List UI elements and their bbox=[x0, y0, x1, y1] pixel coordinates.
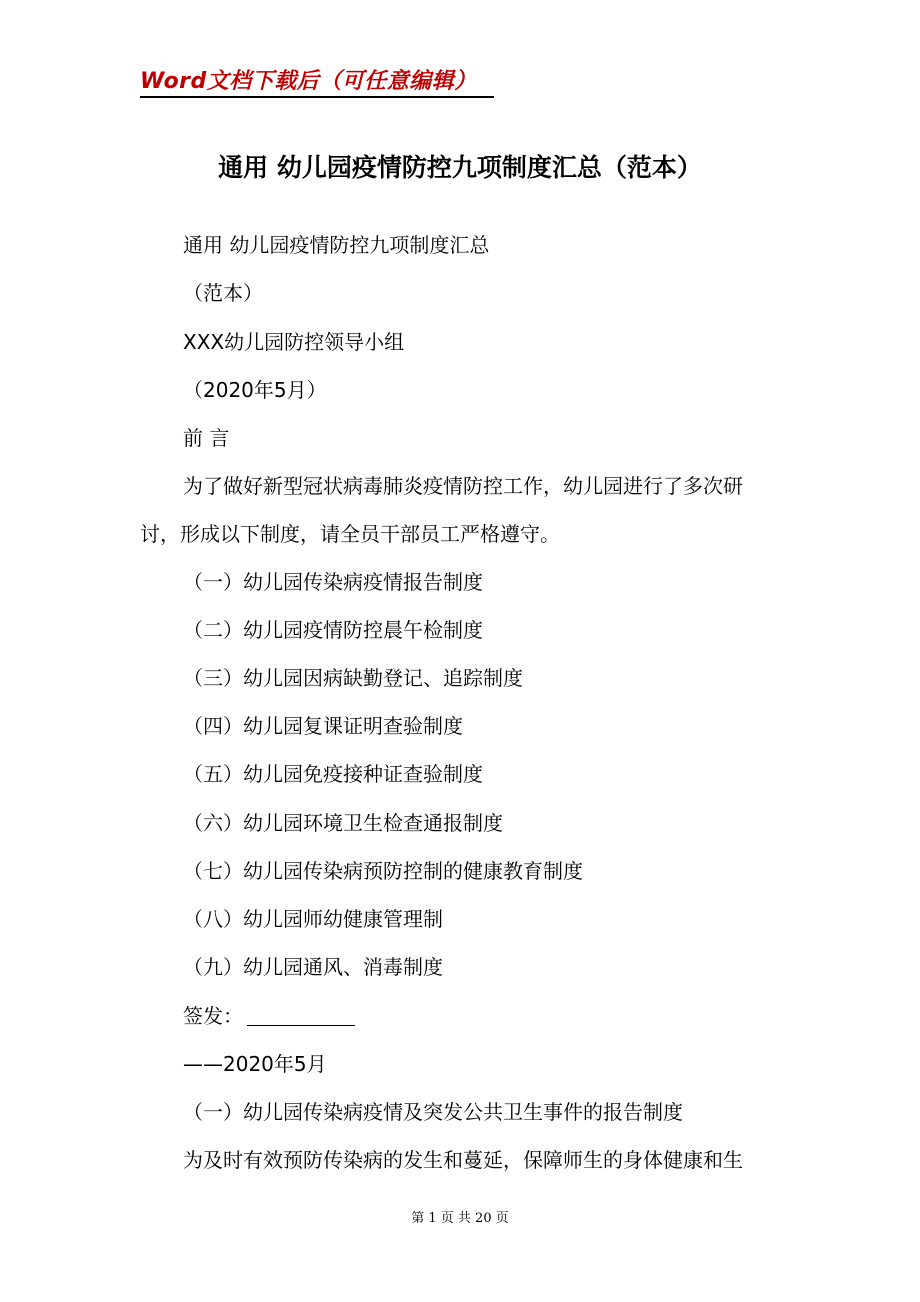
list-item: （三）幼儿园因病缺勤登记、追踪制度 bbox=[183, 666, 523, 690]
preface-paragraph-line-2: 讨，形成以下制度，请全员干部员工严格遵守。 bbox=[140, 522, 560, 546]
download-banner bbox=[140, 62, 494, 98]
list-item: （六）幼儿园环境卫生检查通报制度 bbox=[183, 811, 503, 835]
signature-blank bbox=[247, 1005, 355, 1026]
subtitle-line: 通用 幼儿园疫情防控九项制度汇总 bbox=[183, 233, 490, 257]
preface-paragraph-line-1: 为了做好新型冠状病毒肺炎疫情防控工作，幼儿园进行了多次研 bbox=[183, 474, 743, 498]
signature-label: 签发： bbox=[183, 1004, 243, 1028]
list-item: （八）幼儿园师幼健康管理制 bbox=[183, 907, 443, 931]
list-item: （四）幼儿园复课证明查验制度 bbox=[183, 714, 463, 738]
section-heading: （一）幼儿园传染病疫情及突发公共卫生事件的报告制度 bbox=[183, 1100, 683, 1124]
download-banner-text: Word文档下载后（可任意编辑） bbox=[140, 69, 477, 94]
body-paragraph-start: 为及时有效预防传染病的发生和蔓延，保障师生的身体健康和生 bbox=[183, 1148, 743, 1172]
author-line: XXX幼儿园防控领导小组 bbox=[183, 330, 405, 354]
list-item: （一）幼儿园传染病疫情报告制度 bbox=[183, 570, 483, 594]
document-title: 通用 幼儿园疫情防控九项制度汇总（范本） bbox=[218, 153, 702, 182]
page-number-footer: 第 1 页 共 20 页 bbox=[411, 1211, 509, 1226]
list-item: （二）幼儿园疫情防控晨午检制度 bbox=[183, 618, 483, 642]
preface-heading: 前 言 bbox=[183, 426, 230, 450]
signature-line bbox=[183, 1001, 355, 1031]
date-paren-line: （2020年5月） bbox=[183, 378, 327, 402]
list-item: （五）幼儿园免疫接种证查验制度 bbox=[183, 762, 483, 786]
signed-date: ——2020年5月 bbox=[183, 1052, 327, 1076]
template-label: （范本） bbox=[183, 281, 263, 305]
list-item: （九）幼儿园通风、消毒制度 bbox=[183, 955, 443, 979]
list-item: （七）幼儿园传染病预防控制的健康教育制度 bbox=[183, 859, 583, 883]
